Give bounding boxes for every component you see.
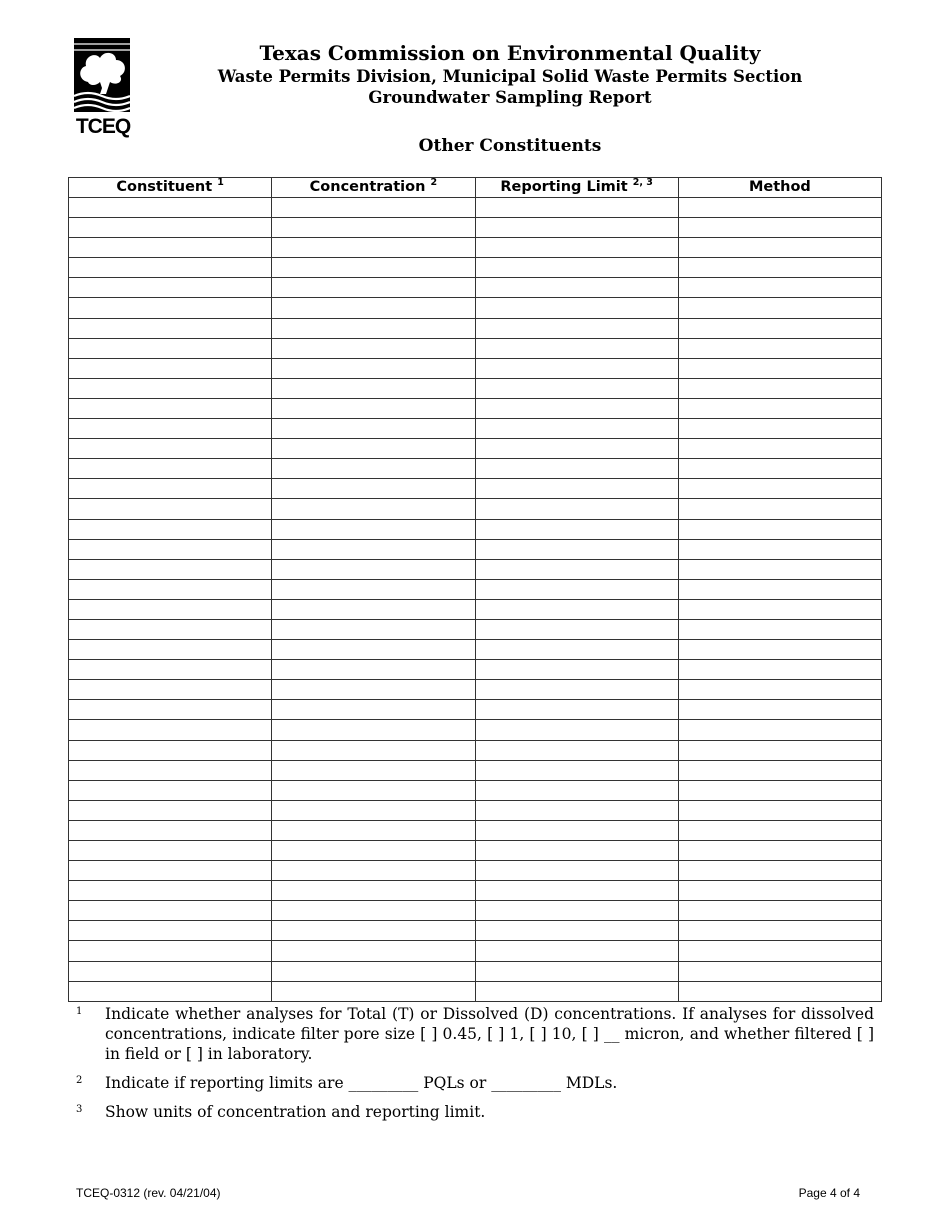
footnotes [76, 1004, 874, 1122]
table-cell[interactable] [272, 338, 475, 358]
report-title: Groundwater Sampling Report [368, 88, 652, 107]
table-cell[interactable] [475, 198, 678, 218]
table-cell[interactable] [678, 941, 881, 961]
table-cell[interactable] [475, 740, 678, 760]
table-cell[interactable] [475, 539, 678, 559]
table-cell[interactable] [678, 579, 881, 599]
table-row [69, 419, 882, 439]
table-cell[interactable] [69, 419, 272, 439]
table-cell[interactable] [69, 579, 272, 599]
table-cell[interactable] [678, 459, 881, 479]
table-row [69, 981, 882, 1001]
table-cell[interactable] [69, 841, 272, 861]
table-row [69, 820, 882, 840]
table-cell[interactable] [69, 921, 272, 941]
table-cell[interactable] [272, 358, 475, 378]
table-cell[interactable] [272, 419, 475, 439]
table-cell[interactable] [678, 398, 881, 418]
table-row [69, 941, 882, 961]
table-cell[interactable] [475, 398, 678, 418]
table-cell[interactable] [475, 579, 678, 599]
table-cell[interactable] [272, 881, 475, 901]
table-row [69, 479, 882, 499]
table-cell[interactable] [475, 338, 678, 358]
table-cell[interactable] [272, 238, 475, 258]
table-cell[interactable] [272, 599, 475, 619]
table-row [69, 680, 882, 700]
table-cell[interactable] [69, 881, 272, 901]
table-cell[interactable] [678, 559, 881, 579]
table-row [69, 539, 882, 559]
table-cell[interactable] [475, 921, 678, 941]
table-cell[interactable] [69, 278, 272, 298]
table-cell[interactable] [475, 439, 678, 459]
table-row [69, 640, 882, 660]
table-cell[interactable] [678, 660, 881, 680]
table-cell[interactable] [272, 318, 475, 338]
table-cell[interactable] [272, 660, 475, 680]
table-cell[interactable] [272, 760, 475, 780]
table-row [69, 619, 882, 639]
footnote-1 [76, 1004, 874, 1064]
footnote-mark: 3 [76, 1104, 83, 1115]
table-cell[interactable] [69, 820, 272, 840]
table-cell[interactable] [69, 258, 272, 278]
table-row [69, 439, 882, 459]
table-cell[interactable] [69, 780, 272, 800]
table-cell[interactable] [272, 640, 475, 660]
table-cell[interactable] [678, 800, 881, 820]
table-cell[interactable] [678, 760, 881, 780]
table-cell[interactable] [69, 720, 272, 740]
table-cell[interactable] [475, 519, 678, 539]
table-cell[interactable] [475, 961, 678, 981]
table-cell[interactable] [678, 640, 881, 660]
division-title: Waste Permits Division, Municipal Solid Waste Permits Section [217, 67, 803, 86]
table-cell[interactable] [475, 660, 678, 680]
table-cell[interactable] [475, 901, 678, 921]
table-cell[interactable] [69, 740, 272, 760]
table-cell[interactable] [272, 780, 475, 800]
table-row [69, 881, 882, 901]
agency-title: Texas Commission on Environmental Quality [259, 41, 761, 65]
column-header-reporting-limit: Reporting Limit $^{2, 3}$ [475, 178, 678, 198]
table-cell[interactable] [678, 881, 881, 901]
table-cell[interactable] [272, 820, 475, 840]
table-row [69, 238, 882, 258]
table-cell[interactable] [678, 378, 881, 398]
table-cell[interactable] [475, 640, 678, 660]
table-cell[interactable] [69, 901, 272, 921]
table-row [69, 378, 882, 398]
table-row [69, 599, 882, 619]
table-cell[interactable] [69, 660, 272, 680]
footnote-mark: 1 [76, 1006, 83, 1017]
table-cell[interactable] [272, 619, 475, 639]
table-cell[interactable] [475, 820, 678, 840]
footnote-mark: 2 [76, 1075, 83, 1086]
table-cell[interactable] [69, 439, 272, 459]
table-cell[interactable] [69, 599, 272, 619]
table-cell[interactable] [678, 519, 881, 539]
table-cell[interactable] [475, 720, 678, 740]
table-cell[interactable] [69, 218, 272, 238]
table-cell[interactable] [69, 800, 272, 820]
table-row [69, 961, 882, 981]
constituents-table [68, 177, 882, 1002]
table-row [69, 499, 882, 519]
table-cell[interactable] [475, 419, 678, 439]
table-cell[interactable] [272, 298, 475, 318]
table-cell[interactable] [678, 238, 881, 258]
table-cell[interactable] [678, 439, 881, 459]
table-cell[interactable] [678, 278, 881, 298]
table-cell[interactable] [475, 841, 678, 861]
table-cell[interactable] [475, 258, 678, 278]
table-cell[interactable] [69, 358, 272, 378]
table-row [69, 258, 882, 278]
table-cell[interactable] [69, 338, 272, 358]
table-cell[interactable] [678, 680, 881, 700]
table-cell[interactable] [69, 981, 272, 1001]
table-cell[interactable] [272, 479, 475, 499]
page-header [150, 40, 870, 108]
table-cell[interactable] [475, 318, 678, 338]
table-row [69, 519, 882, 539]
table-cell[interactable] [475, 619, 678, 639]
table-cell[interactable] [678, 198, 881, 218]
table-row [69, 559, 882, 579]
table-cell[interactable] [272, 398, 475, 418]
table-row [69, 579, 882, 599]
footnote-2 [76, 1073, 874, 1093]
table-row [69, 780, 882, 800]
table-cell[interactable] [272, 680, 475, 700]
table-cell[interactable] [475, 298, 678, 318]
column-header-constituent: Constituent $^1$ [69, 178, 272, 198]
table-cell[interactable] [69, 398, 272, 418]
column-header-method: Method [678, 178, 881, 198]
table-cell[interactable] [475, 479, 678, 499]
table-cell[interactable] [678, 901, 881, 921]
table-row [69, 198, 882, 218]
table-cell[interactable] [272, 579, 475, 599]
column-header-concentration: Concentration $^2$ [272, 178, 475, 198]
table-row [69, 298, 882, 318]
table-cell[interactable] [475, 238, 678, 258]
table-cell[interactable] [475, 780, 678, 800]
table-cell[interactable] [69, 961, 272, 981]
table-cell[interactable] [678, 499, 881, 519]
table-cell[interactable] [678, 861, 881, 881]
table-cell[interactable] [678, 318, 881, 338]
table-cell[interactable] [69, 318, 272, 338]
table-cell[interactable] [475, 358, 678, 378]
footnote-text: Show units of concentration and reporting limit. [105, 1103, 486, 1121]
table-cell[interactable] [475, 599, 678, 619]
table-row [69, 278, 882, 298]
table-cell[interactable] [272, 841, 475, 861]
table-row [69, 800, 882, 820]
table-cell[interactable] [272, 519, 475, 539]
table-cell[interactable] [678, 981, 881, 1001]
table-cell[interactable] [69, 760, 272, 780]
table-cell[interactable] [272, 720, 475, 740]
footnote-text: Indicate whether analyses for Total (T) or Dissolved (D) concentrations. If analyses for dissolved concentrations, indicate filter pore size [ ] 0.45, [ ] 1, [ ] 10, [ ] __ micron, and whether filtered [ ] in field or [ ] in laboratory. [105, 1005, 874, 1063]
table-cell[interactable] [475, 218, 678, 238]
table-cell[interactable] [69, 378, 272, 398]
table-row [69, 459, 882, 479]
table-row [69, 720, 882, 740]
page-number: Page 4 of 4 [798, 1186, 860, 1200]
table-cell[interactable] [69, 861, 272, 881]
section-title: Other Constituents [418, 136, 602, 156]
table-row [69, 218, 882, 238]
footnote-text: Indicate if reporting limits are _________ PQLs or _________ MDLs. [105, 1074, 618, 1092]
table-cell[interactable] [272, 218, 475, 238]
table-cell[interactable] [272, 459, 475, 479]
table-cell[interactable] [678, 619, 881, 639]
table-row [69, 318, 882, 338]
table-row [69, 660, 882, 680]
table-cell[interactable] [272, 278, 475, 298]
tceq-logo-text: TCEQ [75, 115, 131, 138]
table-cell[interactable] [69, 559, 272, 579]
table-row [69, 861, 882, 881]
table-row [69, 740, 882, 760]
table-row [69, 760, 882, 780]
table-cell[interactable] [272, 258, 475, 278]
table-cell[interactable] [272, 961, 475, 981]
table-row [69, 338, 882, 358]
table-cell[interactable] [475, 981, 678, 1001]
table-cell[interactable] [678, 358, 881, 378]
table-row [69, 901, 882, 921]
table-cell[interactable] [272, 941, 475, 961]
table-cell[interactable] [69, 640, 272, 660]
table-cell[interactable] [69, 238, 272, 258]
table-cell[interactable] [69, 298, 272, 318]
table-cell[interactable] [678, 720, 881, 740]
table-cell[interactable] [678, 599, 881, 619]
table-cell[interactable] [678, 479, 881, 499]
table-cell[interactable] [678, 820, 881, 840]
table-cell[interactable] [475, 881, 678, 901]
table-cell[interactable] [475, 499, 678, 519]
table-row [69, 398, 882, 418]
table-cell[interactable] [475, 559, 678, 579]
table-cell[interactable] [272, 439, 475, 459]
table-body [69, 198, 882, 1002]
table-cell[interactable] [69, 539, 272, 559]
table-cell[interactable] [475, 941, 678, 961]
table-header-row [69, 178, 882, 198]
table-cell[interactable] [272, 981, 475, 1001]
table-cell[interactable] [678, 298, 881, 318]
table-cell[interactable] [69, 459, 272, 479]
table-cell[interactable] [272, 378, 475, 398]
table-row [69, 841, 882, 861]
table-cell[interactable] [69, 499, 272, 519]
footnote-3 [76, 1102, 874, 1122]
table-cell[interactable] [272, 740, 475, 760]
table-cell[interactable] [475, 861, 678, 881]
table-cell[interactable] [69, 700, 272, 720]
table-cell[interactable] [475, 800, 678, 820]
table-cell[interactable] [678, 780, 881, 800]
table-cell[interactable] [272, 539, 475, 559]
table-cell[interactable] [678, 218, 881, 238]
table-cell[interactable] [475, 459, 678, 479]
table-cell[interactable] [69, 680, 272, 700]
table-cell[interactable] [678, 338, 881, 358]
table-cell[interactable] [678, 740, 881, 760]
table-cell[interactable] [69, 479, 272, 499]
form-id: TCEQ-0312 (rev. 04/21/04) [76, 1186, 221, 1200]
table-cell[interactable] [272, 700, 475, 720]
table-cell[interactable] [272, 198, 475, 218]
table-cell[interactable] [678, 419, 881, 439]
table-row [69, 358, 882, 378]
table-cell[interactable] [678, 961, 881, 981]
table-cell[interactable] [475, 700, 678, 720]
table-cell[interactable] [69, 619, 272, 639]
table-cell[interactable] [678, 841, 881, 861]
table-cell[interactable] [272, 499, 475, 519]
table-cell[interactable] [272, 559, 475, 579]
table-row [69, 921, 882, 941]
table-cell[interactable] [475, 760, 678, 780]
table-cell[interactable] [475, 278, 678, 298]
table-cell[interactable] [475, 378, 678, 398]
table-cell[interactable] [678, 258, 881, 278]
table-cell[interactable] [69, 519, 272, 539]
table-cell[interactable] [678, 700, 881, 720]
table-cell[interactable] [272, 901, 475, 921]
table-cell[interactable] [69, 198, 272, 218]
table-cell[interactable] [272, 800, 475, 820]
table-row [69, 700, 882, 720]
table-cell[interactable] [272, 921, 475, 941]
table-cell[interactable] [678, 921, 881, 941]
table-cell[interactable] [272, 861, 475, 881]
table-cell[interactable] [69, 941, 272, 961]
table-cell[interactable] [678, 539, 881, 559]
table-cell[interactable] [475, 680, 678, 700]
